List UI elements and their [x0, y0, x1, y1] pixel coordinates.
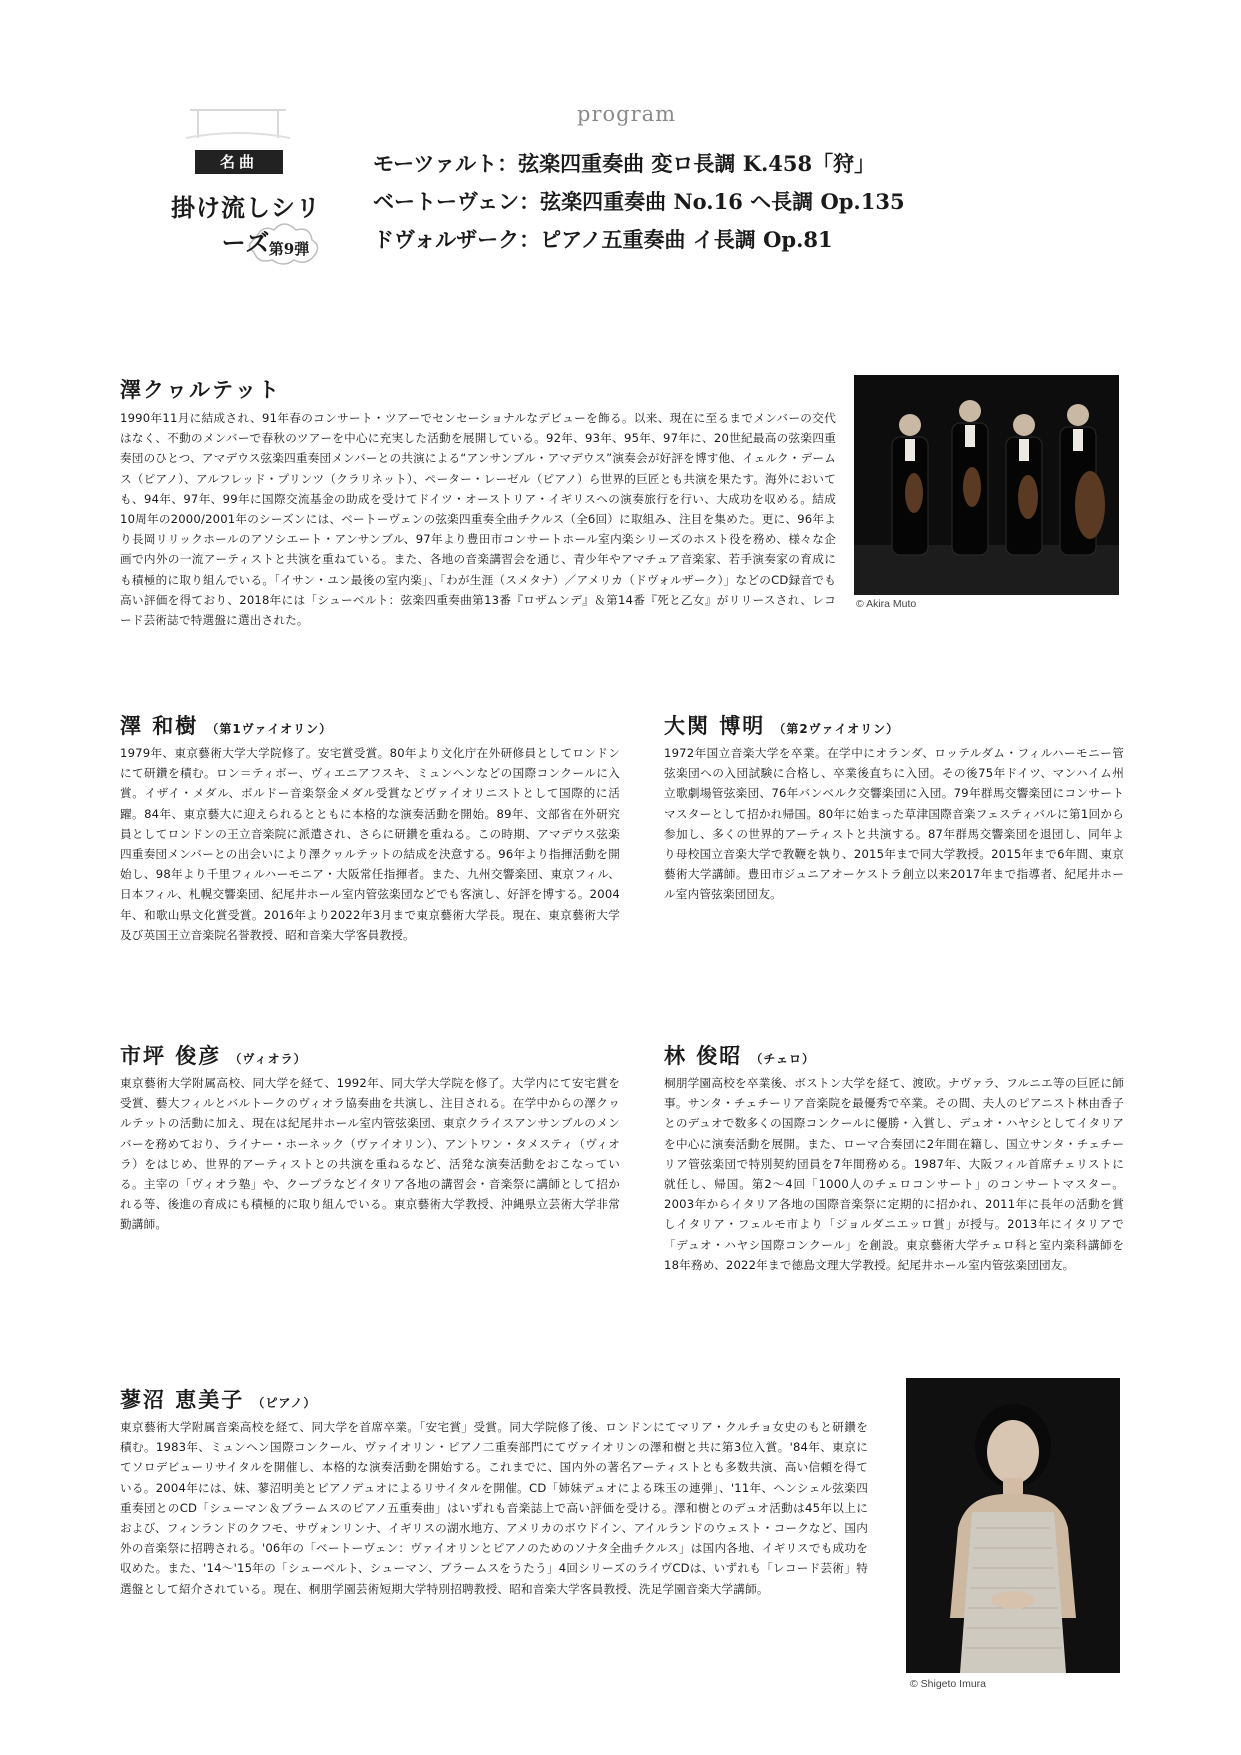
bio-text: 1972年国立音楽大学を卒業。在学中にオランダ、ロッテルダム・フィルハーモニー管弦楽団への入団試験に合格し、卒業後直ちに入団。その後75年ドイツ、マンハイム州立歌劇場管弦楽団、76年バンベルク交響楽団に入団。79年群馬交響楽団にコンサートマスターとして招かれ帰国。80年に始まった草津国際音楽フェスティバルに第1回から参加し、多くの世界的アーティストと共演する。87年群馬交響楽団を退団し、同年より母校国立音楽大学で教鞭を執り、2015年まで同大学教授。2015年まで6年間、東京藝術大学講師。豊田市ジュニアオーケストラ創立以来2017年まで指導者、紀尾井ホール室内管弦楽団団友。 — [664, 746, 1124, 902]
bio-role: （ピアノ） — [252, 1396, 317, 1410]
bio-name — [120, 710, 332, 740]
bio-name — [664, 1040, 815, 1070]
bio-role: （ヴィオラ） — [229, 1052, 307, 1066]
bio-name-text: 市坪 俊彦 — [120, 1044, 222, 1068]
bio-name-text: 林 俊昭 — [664, 1044, 743, 1068]
bio-text: 1979年、東京藝術大学大学院修了。安宅賞受賞。80年より文化庁在外研修員としてロンドンにて研鑽を積む。ロン＝ティボー、ヴィエニアフスキ、ミュンヘンなどの国際コンクールに入賞。イザイ・メダル、ボルドー音楽祭金メダル受賞などヴァイオリニストとして国際的に活躍。84年、東京藝大に迎えられるとともに本格的な演奏活動を開始。89年、文部省在外研究員としてロンドンの王立音楽院に派遣され、さらに研鑽を重ねる。この時期、アマデウス弦楽四重奏団メンバーとの出会いにより澤クヮルテットの結成を決意する。96年より指揮活動を開始し、98年より千里フィルハーモニア・大阪常任指揮者。また、九州交響楽団、東京フィル、日本フィル、札幌交響楽団、紀尾井ホール室内管弦楽団などでも客演し、好評を博する。2004年、和歌山県文化賞受賞。2016年より2022年3月まで東京藝術大学長。現在、東京藝術大学及び英国王立音楽院名誉教授、昭和音楽大学客員教授。 — [120, 746, 620, 942]
pianist-photo — [906, 1378, 1120, 1673]
pianist-photo-credit: © Shigeto Imura — [910, 1678, 987, 1690]
quartet-photo-credit: © Akira Muto — [856, 598, 917, 610]
series-badge: 第9弾 — [268, 240, 310, 258]
bio-name-text: 澤 和樹 — [120, 714, 199, 738]
quartet-bio: 1990年11月に結成され、91年春のコンサート・ツアーでセンセーショナルなデビューを飾る。以来、現在に至るまでメンバーの交代はなく、不動のメンバーで春秋のツアーを中心に充実した活動を展開している。92年、93年、95年、97年に、20世紀最高の弦楽四重奏団のひとつ、アマデウス弦楽四重奏団メンバーとの共演による“アンサンブル・アマデウス”演奏会が好評を博す他、イェルク・デームス（ピアノ）、アルフレッド・プリンツ（クラリネット）、ペーター・レーゼル（ピアノ）ら世界的巨匠とも共演を果たす。海外においても、94年、97年、99年に国際交流基金の助成を受けてドイツ・オーストリア・イギリスへの演奏旅行を行い、大成功を収める。結成10周年の2000/2001年のシーズンには、ベートーヴェンの弦楽四重奏全曲チクルス（全6回）に取組み、注目を集めた。更に、96年より長岡リリックホールのアソシエート・アンサンブル、97年より豊田市コンサートホール室内楽シリーズのホスト役を務め、様々な企画で内外の一流アーティストと共演を重ねている。また、各地の音楽講習会を通じ、青少年やアマチュア音楽家、若手演奏家の育成にも積極的に取り組んでいる。「イサン・ユン最後の室内楽」、「わが生涯（スメタナ）／アメリカ（ドヴォルザーク）」などのCD録音でも高い評価を得ており、2018年には「シューベルト：弦楽四重奏曲第13番『ロザムンデ』＆第14番『死と乙女』がリリースされ、レコード芸術誌で特選盤に選出された。 — [120, 411, 836, 628]
bio-name — [120, 1040, 307, 1070]
bio-name — [120, 1384, 316, 1414]
bio-role: （第2ヴァイオリン） — [773, 722, 900, 736]
pianist-bio: 東京藝術大学附属音楽高校を経て、同大学を首席卒業。「安宅賞」受賞。同大学院修了後、ロンドンにてマリア・クルチョ女史のもと研鑽を積む。1983年、ミュンヘン国際コンクール、ヴァイオリン・ピアノ二重奏部門にてヴァイオリンの澤和樹と共に第3位入賞。'84年、東京にてソロデビューリサイタルを開催し、本格的な演奏活動を開始する。これまでに、国内外の著名アーティストとも多数共演、高い信頼を得ている。2004年には、妹、蓼沼明美とピアノデュオによるリサイタルを開催。CD「姉妹デュオによる珠玉の連弾」、'11年、ヘンシェル弦楽四重奏団とのCD「シューマン＆ブラームスのピアノ五重奏曲」はいずれも音楽誌上で高い評価を受ける。澤和樹とのデュオ活動は45年以上におよび、フィンランドのクフモ、サヴォンリンナ、イギリスの湖水地方、アメリカのボウドイン、アイルランドのウェスト・コークなど、国内外の音楽祭に招聘される。'06年の「ベートーヴェン：ヴァイオリンとピアノのためのソナタ全曲チクルス」は国内各地、イギリスでも成功を収めた。また、'14～'15年の「シューベルト、シューマン、ブラームスをうたう」4回シリーズのライヴCDは、いずれも「レコード芸術」特選盤として紹介されている。現在、桐朋学園芸術短期大学特別招聘教授、昭和音楽大学客員教授、洗足学園音楽大学講師。 — [120, 1420, 868, 1596]
quartet-photo-image — [854, 375, 1119, 595]
program-label: program — [577, 102, 677, 126]
series-title: 掛け流しシリーズ — [171, 193, 321, 257]
bio-name-text: 大関 博明 — [664, 714, 766, 738]
program-item: モーツァルト：弦楽四重奏曲 変ロ長調 K.458「狩」 — [373, 151, 876, 176]
bio-text: 東京藝術大学附属高校、同大学を経て、1992年、同大学大学院を修了。大学内にて安宅賞を受賞、藝大フィルとバルトークのヴィオラ協奏曲を共演し、注目される。在学中からの澤クヮルテットの活動に加え、現在は紀尾井ホール室内管弦楽団、東京クライスアンサンブルのメンバーを務めており、ライナー・ホーネック（ヴァイオリン）、アントワン・タメスティ（ヴィオラ）をはじめ、世界的アーティストとの共演を重ねるなど、活発な演奏活動をおこなっている。主宰の「ヴィオラ塾」や、クープラなどイタリア各地の講習会・音楽祭に講師として招かれる等、後進の育成にも積極的に取り組んでいる。東京藝術大学教授、沖縄県立芸術大学非常勤講師。 — [120, 1076, 620, 1232]
program-item: ドヴォルザーク：ピアノ五重奏曲 イ長調 Op.81 — [373, 227, 833, 252]
series-tag: 名曲 — [195, 150, 283, 174]
pianist-photo-image — [906, 1378, 1120, 1673]
bio-role: （チェロ） — [750, 1052, 815, 1066]
bio-role: （第1ヴァイオリン） — [206, 722, 333, 736]
bio-name — [664, 710, 899, 740]
quartet-photo — [854, 375, 1119, 595]
bio-text: 桐朋学園高校を卒業後、ボストン大学を経て、渡欧。ナヴァラ、フルニエ等の巨匠に師事。サンタ・チェチーリア音楽院を最優秀で卒業。その間、夫人のピアニスト林由香子とのデュオで数多くの国際コンクールに優勝・入賞し、デュオ・ハヤシとしてイタリアを中心に演奏活動を展開。また、ローマ合奏団に2年間在籍し、国立サンタ・チェチーリア管弦楽団で特別契約団員を7年間務める。1987年、大阪フィル首席チェリストに就任し、帰国。第2～4回「1000人のチェロコンサート」のコンサートマスター。2003年からイタリア各地の国際音楽祭に定期的に招かれ、2011年に長年の活動を賞しイタリア・フェルモ市より「ジョルダニエッロ賞」が授与。2013年にイタリアで「デュオ・ハヤシ国際コンクール」を創設。東京藝術大学チェロ科と室内楽科講師を18年務め、2022年まで徳島文理大学教授。紀尾井ホール室内管弦楽団団友。 — [664, 1076, 1124, 1272]
bio-name-text: 蓼沼 恵美子 — [120, 1388, 245, 1412]
program-item: ベートーヴェン：弦楽四重奏曲 No.16 ヘ長調 Op.135 — [373, 189, 905, 214]
program-list — [373, 145, 905, 259]
quartet-name: 澤クヮルテット — [120, 378, 281, 402]
